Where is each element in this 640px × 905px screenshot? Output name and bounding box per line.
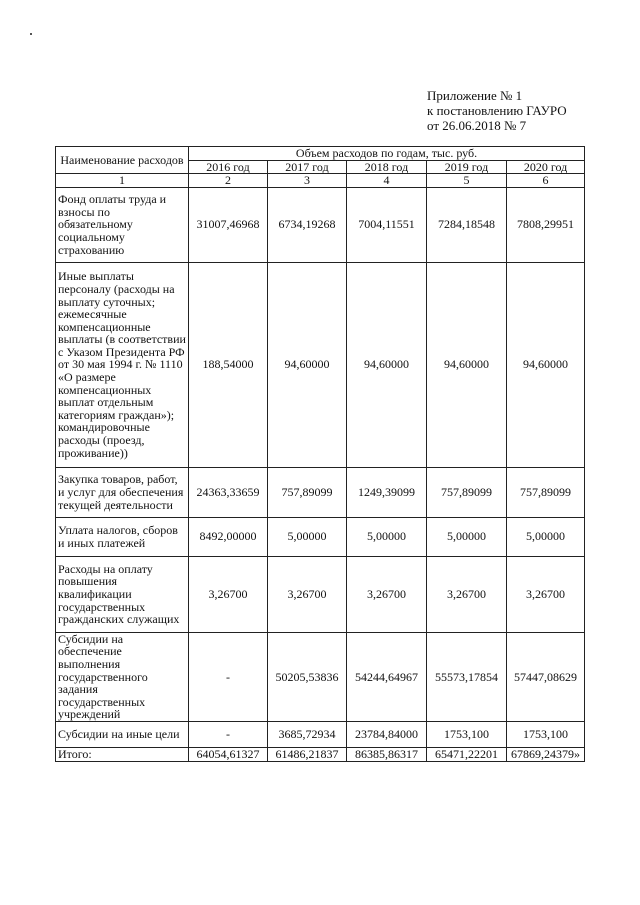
- column-number: 3: [268, 174, 347, 188]
- row-name: Расходы на оплату повышения квалификации государственных гражданских служащих: [56, 556, 189, 632]
- cell-2016: 3,26700: [189, 556, 268, 632]
- cell-2016: -: [189, 721, 268, 747]
- cell-2018: 94,60000: [347, 262, 427, 467]
- total-2016: 64054,61327: [189, 747, 268, 761]
- total-2019: 65471,22201: [427, 747, 507, 761]
- cell-2017: 3,26700: [268, 556, 347, 632]
- cell-2019: 5,00000: [427, 517, 507, 556]
- total-2018: 86385,86317: [347, 747, 427, 761]
- column-number-row: [56, 174, 585, 188]
- appendix-date: от 26.06.2018 № 7: [427, 118, 527, 133]
- cell-2017: 5,00000: [268, 517, 347, 556]
- table-row: [56, 556, 585, 632]
- cell-2018: 1249,39099: [347, 467, 427, 517]
- total-label: Итого:: [56, 747, 189, 761]
- cell-2017: 6734,19268: [268, 187, 347, 262]
- cell-2018: 7004,11551: [347, 187, 427, 262]
- cell-2018: 5,00000: [347, 517, 427, 556]
- cell-2020: 757,89099: [507, 467, 585, 517]
- total-2017: 61486,21837: [268, 747, 347, 761]
- year-header: 2020 год: [507, 160, 585, 174]
- cell-2020: 5,00000: [507, 517, 585, 556]
- cell-2018: 23784,84000: [347, 721, 427, 747]
- expenses-table: [55, 146, 585, 762]
- cell-2019: 94,60000: [427, 262, 507, 467]
- cell-2019: 1753,100: [427, 721, 507, 747]
- cell-2016: 24363,33659: [189, 467, 268, 517]
- column-number: 5: [427, 174, 507, 188]
- column-number: 4: [347, 174, 427, 188]
- cell-2020: 57447,08629: [507, 632, 585, 721]
- cell-2020: 1753,100: [507, 721, 585, 747]
- appendix-title: Приложение № 1: [427, 88, 523, 103]
- cell-2020: 94,60000: [507, 262, 585, 467]
- table-row: [56, 632, 585, 721]
- row-name: Закупка товаров, работ, и услуг для обеспечения текущей деятельности: [56, 467, 189, 517]
- appendix-resolution: к постановлению ГАУРО: [427, 103, 567, 118]
- cell-2020: 7808,29951: [507, 187, 585, 262]
- table-row: [56, 517, 585, 556]
- column-number: 2: [189, 174, 268, 188]
- table-header-row: [56, 147, 585, 161]
- cell-2018: 54244,64967: [347, 632, 427, 721]
- cell-2017: 94,60000: [268, 262, 347, 467]
- table-row: [56, 721, 585, 747]
- cell-2018: 3,26700: [347, 556, 427, 632]
- name-column-header: Наименование расходов: [56, 147, 189, 174]
- cell-2017: 50205,53836: [268, 632, 347, 721]
- total-2020: 67869,24379»: [507, 747, 585, 761]
- table-row: [56, 262, 585, 467]
- row-name: Иные выплаты персоналу (расходы на выплату суточных; ежемесячные компенсационные выплаты (в соответствии с Указом Президента РФ от 30 мая 1994 г. № 1110 «О размере компенсационных выплат отдельным категориям граждан»); командировочные расходы (проезд, проживание)): [56, 262, 189, 467]
- row-name: Уплата налогов, сборов и иных платежей: [56, 517, 189, 556]
- cell-2019: 7284,18548: [427, 187, 507, 262]
- column-number: 1: [56, 174, 189, 188]
- year-header: 2019 год: [427, 160, 507, 174]
- cell-2019: 757,89099: [427, 467, 507, 517]
- cell-2016: 188,54000: [189, 262, 268, 467]
- cell-2017: 3685,72934: [268, 721, 347, 747]
- cell-2016: -: [189, 632, 268, 721]
- cell-2020: 3,26700: [507, 556, 585, 632]
- volume-header: Объем расходов по годам, тыс. руб.: [189, 147, 585, 161]
- table-row: [56, 467, 585, 517]
- cell-2019: 55573,17854: [427, 632, 507, 721]
- cell-2016: 8492,00000: [189, 517, 268, 556]
- row-name: Фонд оплаты труда и взносы по обязательному социальному страхованию: [56, 187, 189, 262]
- cell-2019: 3,26700: [427, 556, 507, 632]
- row-name: Субсидии на иные цели: [56, 721, 189, 747]
- scan-speck: [30, 33, 32, 35]
- cell-2017: 757,89099: [268, 467, 347, 517]
- row-name: Субсидии на обеспечение выполнения государственного задания государственных учреждений: [56, 632, 189, 721]
- appendix-header: [427, 88, 567, 133]
- table-row: [56, 187, 585, 262]
- year-header: 2017 год: [268, 160, 347, 174]
- year-header: 2016 год: [189, 160, 268, 174]
- year-header: 2018 год: [347, 160, 427, 174]
- cell-2016: 31007,46968: [189, 187, 268, 262]
- total-row: [56, 747, 585, 761]
- column-number: 6: [507, 174, 585, 188]
